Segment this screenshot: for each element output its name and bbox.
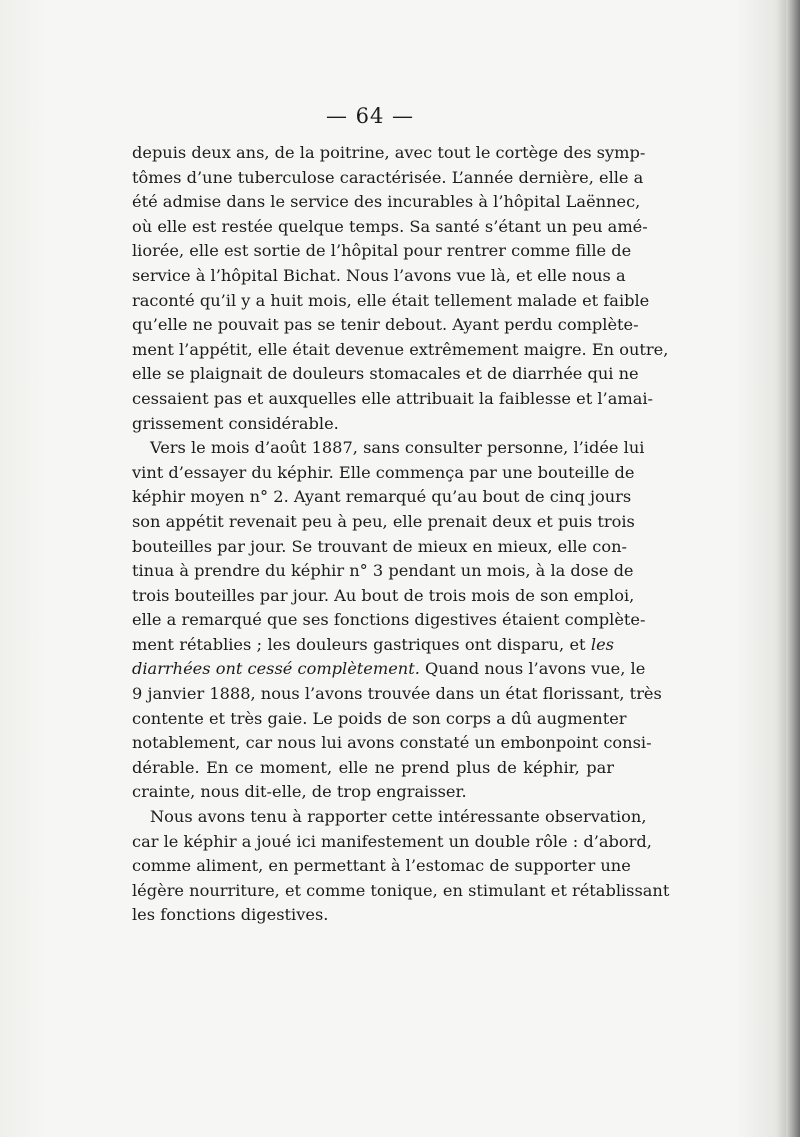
text-line: depuis deux ans, de la poitrine, avec tout le cortège des symp- [132, 143, 646, 162]
text-line: Vers le mois d’août 1887, sans consulter personne, l’idée lui [150, 438, 645, 458]
text-line: bouteilles par jour. Se trouvant de mieux en mieux, elle con- [132, 536, 627, 556]
text-line: crainte, nous dit-elle, de trop engraisser. [132, 782, 467, 802]
text-line [132, 657, 646, 682]
paragraph [132, 141, 669, 436]
text-line: képhir moyen n° 2. Ayant remarqué qu’au bout de cinq jours [132, 487, 632, 507]
text-line: cessaient pas et auxquelles elle attribuait la faiblesse et l’amai- [132, 388, 654, 408]
text-line: tômes d’une tuberculose caractérisée. L’année dernière, elle a [132, 167, 644, 187]
page-number: — 64 — [325, 104, 415, 128]
text-line: raconté qu’il y a huit mois, elle était tellement malade et faible [132, 290, 650, 310]
text-line: liorée, elle est sortie de l’hôpital pour rentrer comme fille de [132, 241, 632, 261]
text-line: tinua à prendre du képhir n° 3 pendant un mois, à la dose de [132, 561, 634, 581]
text-line: été admise dans le service des incurables à l’hôpital Laënnec, [132, 192, 641, 212]
text-line: contente et très gaie. Le poids de son corps a dû augmenter [132, 708, 627, 728]
text-line: grissement considérable. [132, 413, 339, 433]
body-text [132, 141, 670, 928]
text-line: notablement, car nous lui avons constaté un embonpoint consi- [132, 733, 652, 753]
text-run: Quand nous l’avons vue, le [419, 659, 646, 679]
text-line: vint d’essayer du képhir. Elle commença par une bouteille de [132, 462, 635, 482]
paragraph [132, 436, 662, 805]
text-line: son appétit revenait peu à peu, elle prenait deux et puis trois [132, 511, 635, 531]
text-line: elle se plaignait de douleurs stomacales et de diarrhée qui ne [132, 364, 639, 384]
text-line: elle a remarqué que ses fonctions digestives étaient complète- [132, 610, 646, 630]
italic-run: diarrhées ont cessé complètement. [132, 659, 420, 679]
italic-run: les [590, 634, 614, 654]
text-line: qu’elle ne pouvait pas se tenir debout. Ayant perdu complète- [132, 315, 639, 335]
text-line: 9 janvier 1888, nous l’avons trouvée dans un état florissant, très [132, 684, 662, 704]
text-line: les fonctions digestives. [132, 905, 329, 925]
text-line: trois bouteilles par jour. Au bout de trois mois de son emploi, [132, 585, 635, 605]
text-line: dérable. En ce moment, elle ne prend plus de képhir, par [132, 757, 614, 777]
text-line: où elle est restée quelque temps. Sa santé s’étant un peu amé- [132, 216, 648, 236]
page-edge-shadow [786, 0, 800, 1137]
text-line: légère nourriture, et comme tonique, en stimulant et rétablissant [132, 880, 670, 900]
paragraph [132, 805, 670, 928]
text-run: ment rétablies ; les douleurs gastriques ont disparu, et [132, 634, 591, 654]
text-line: car le képhir a joué ici manifestement un double rôle : d’abord, [132, 831, 652, 851]
text-line: Nous avons tenu à rapporter cette intéressante observation, [150, 807, 647, 827]
text-line [132, 633, 614, 658]
text-line: ment l’appétit, elle était devenue extrêmement maigre. En outre, [132, 339, 669, 359]
text-line: comme aliment, en permettant à l’estomac de supporter une [132, 856, 631, 876]
text-line: service à l’hôpital Bichat. Nous l’avons vue là, et elle nous a [132, 265, 626, 285]
